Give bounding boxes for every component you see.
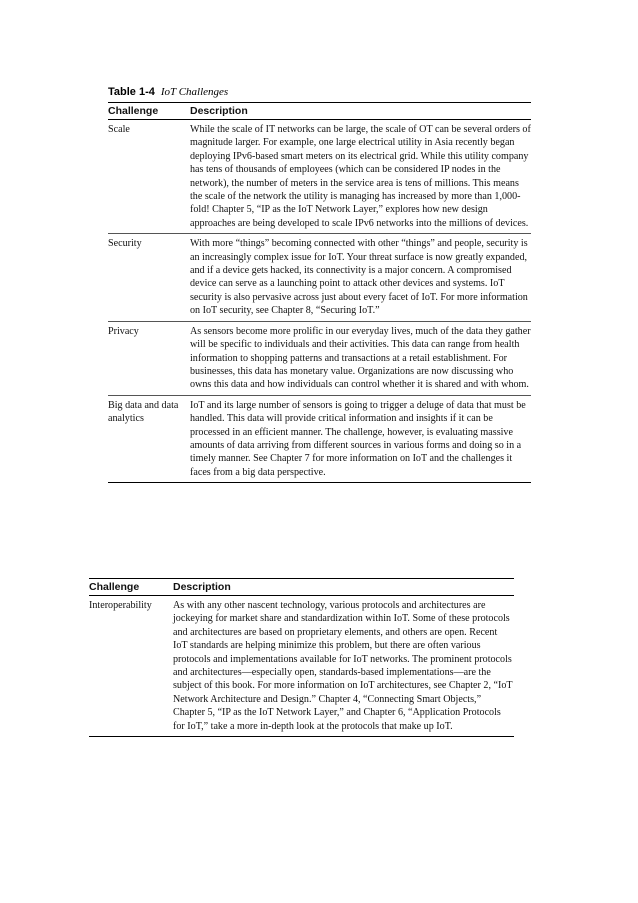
description-cell: As sensors become more prolific in our everyday lives, much of the data they gather will be specific to individuals and their activities. This data can range from health information to shopping patterns and transactions at a retail establishment. For businesses, this data has monetary value. Organizations are now discussing who owns this data and how individuals can control whether it is shared and with whom. bbox=[190, 321, 531, 395]
challenge-cell: Big data and data analytics bbox=[108, 395, 190, 482]
challenge-cell: Scale bbox=[108, 120, 190, 234]
description-cell: As with any other nascent technology, various protocols and architectures are jockeying for market share and standardization within IoT. Some of these protocols and architectures are based on proprietary elements, and others are open. Recent IoT standards are helping minimize this problem, but there are often various protocols and implementations available for IoT networks. The prominent protocols and architectures—especially open, standards-based implementations—are the subject of this book. For more information on IoT architectures, see Chapter 2, “IoT Network Architecture and Design.” Chapter 4, “Connecting Smart Objects,” Chapter 5, “IP as the IoT Network Layer,” and Chapter 6, “Application Protocols for IoT,” take a more in-depth look at the protocols that make up IoT. bbox=[173, 596, 514, 737]
header-challenge: Challenge bbox=[89, 579, 173, 596]
description-cell: While the scale of IT networks can be large, the scale of OT can be several orders of magnitude larger. For example, one large electrical utility in Asia recently began deploying IPv6-based smart meters on its electrical grid. While this utility company has tens of thousands of employees (which can be considered IP nodes in the network), the number of meters in the service area is tens of millions. This means the scale of the network the utility is managing has increased by more than 1,000-fold! Chapter 5, “IP as the IoT Network Layer,” explores how new design approaches are being developed to scale IPv6 networks into the millions of devices. bbox=[190, 120, 531, 234]
challenge-cell: Privacy bbox=[108, 321, 190, 395]
description-cell: With more “things” becoming connected with other “things” and people, security is an increasingly complex issue for IoT. Your threat surface is now greatly expanded, and if a device gets hacked, its connectivity is a major concern. A compromised device can serve as a launching point to attack other devices and systems. IoT security is also pervasive across just about every facet of IoT. For more information on IoT security, see Chapter 8, “Securing IoT.” bbox=[190, 234, 531, 321]
header-description: Description bbox=[173, 579, 514, 596]
table-row bbox=[108, 321, 531, 395]
table-number: Table 1-4 bbox=[108, 86, 155, 98]
iot-challenges-table-continued bbox=[89, 578, 514, 737]
header-challenge: Challenge bbox=[108, 103, 190, 120]
description-cell: IoT and its large number of sensors is going to trigger a deluge of data that must be handled. This data will provide critical information and insights if it can be processed in an efficient manner. The challenge, however, is evaluating massive amounts of data arriving from different sources in various forms and doing so in a timely manner. See Chapter 7 for more information on IoT and the challenges it faces from a big data perspective. bbox=[190, 395, 531, 482]
table-header-row bbox=[108, 103, 531, 120]
header-description: Description bbox=[190, 103, 531, 120]
table-row bbox=[108, 234, 531, 321]
table-row bbox=[108, 120, 531, 234]
iot-challenges-table bbox=[108, 102, 531, 483]
challenge-cell: Security bbox=[108, 234, 190, 321]
table-header-row bbox=[89, 579, 514, 596]
table-caption bbox=[108, 86, 228, 98]
challenge-cell: Interoperability bbox=[89, 596, 173, 737]
table-title: IoT Challenges bbox=[160, 86, 229, 98]
table-row bbox=[108, 395, 531, 482]
table-row bbox=[89, 596, 514, 737]
